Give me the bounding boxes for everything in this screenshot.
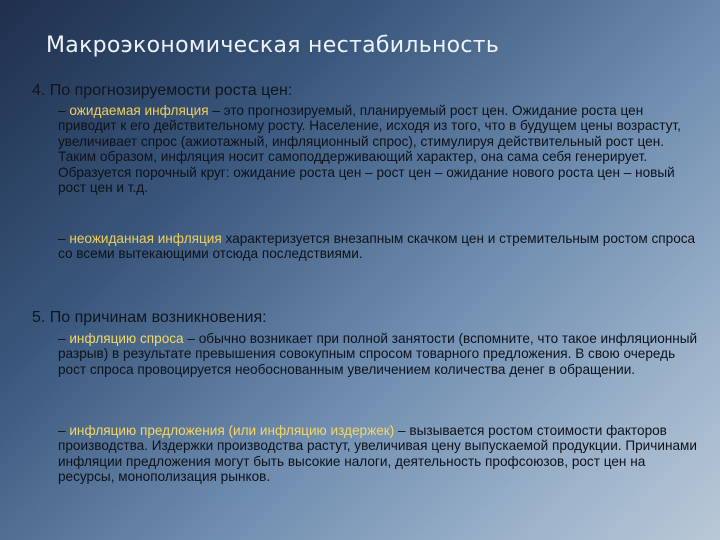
dash: –	[58, 423, 70, 438]
dash: –	[58, 103, 70, 118]
slide-title: Макроэкономическая нестабильность	[46, 33, 500, 58]
term-expected-inflation: ожидаемая инфляция	[69, 103, 209, 118]
paragraph-text: – это прогнозируемый, планируемый рост цен. Ожидание роста цен приводит к его действительному росту. Население, исходя из того, что в будущем цены возрастут, увеличивает спрос (ажиотажный, инфляционный спрос), стимулируя действительный рост цен. Таким образом, инфляция носит самоподдерживающий характер, она сама себя генерирует. Образуется порочный круг: ожидание роста цен – рост цен – ожидание нового роста цен – новый рост цен и т.д.	[58, 103, 681, 196]
term-demand-inflation: инфляцию спроса	[69, 331, 184, 346]
section-4-paragraph-expected	[58, 103, 698, 195]
paragraph-text: – обычно возникает при полной занятости (вспомните, что такое инфляционный разрыв) в результате превышения совокупным спросом товарного предложения. В свою очередь рост спроса провоцируется необоснованным увеличением количества денег в обращении.	[58, 331, 698, 377]
dash: –	[58, 331, 70, 346]
section-4-paragraph-unexpected	[58, 231, 698, 262]
section-5-paragraph-supply	[58, 423, 698, 485]
term-unexpected-inflation: неожиданная инфляция	[69, 231, 222, 246]
paragraph-text: характеризуется внезапным скачком цен и стремительным ростом спроса со всеми вытекающими отсюда последствиями.	[58, 231, 696, 262]
section-4-heading: 4. По прогнозируемости роста цен:	[32, 82, 293, 99]
section-5-heading: 5. По причинам возникновения:	[32, 309, 267, 326]
dash: –	[58, 231, 70, 246]
term-supply-inflation: инфляцию предложения (или инфляцию издержек)	[69, 423, 395, 438]
section-5-paragraph-demand	[58, 331, 698, 377]
paragraph-text: – вызывается ростом стоимости факторов производства. Издержки производства растут, увеличивая цену выпускаемой продукции. Причинами инфляции предложения могут быть высокие налоги, деятельность профсоюзов, рост цен на ресурсы, монополизация рынков.	[58, 423, 697, 485]
